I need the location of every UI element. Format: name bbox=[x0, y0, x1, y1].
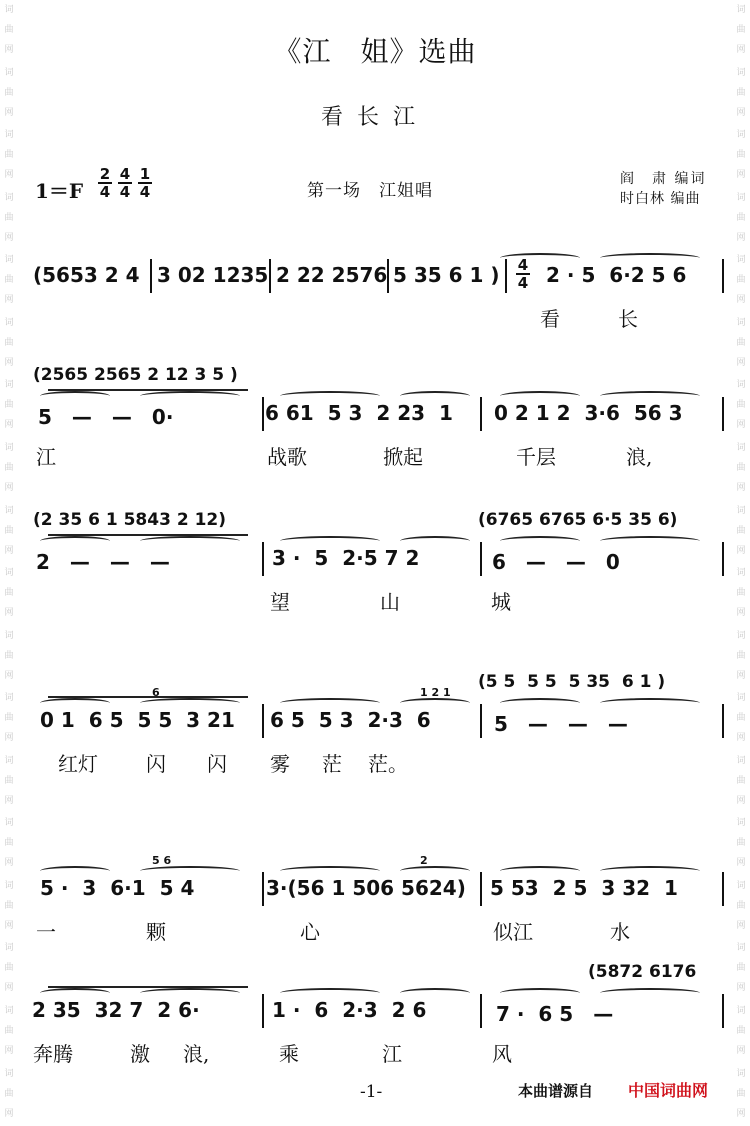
slur bbox=[600, 536, 700, 546]
watermark-glyph: 曲 bbox=[4, 25, 14, 35]
composer-credit: 时白林 编曲 bbox=[620, 191, 701, 207]
slur bbox=[600, 866, 700, 876]
grace-note: 5 6 bbox=[152, 854, 172, 867]
watermark-glyph: 词 bbox=[4, 880, 14, 891]
slur bbox=[40, 391, 110, 401]
slur bbox=[140, 391, 240, 401]
lyric-syllable: 江 bbox=[36, 445, 56, 469]
grace-note: 1 2 1 bbox=[420, 686, 451, 699]
watermark-glyph: 曲 bbox=[736, 525, 746, 536]
meter-bottom: 4 bbox=[99, 183, 111, 201]
watermark-glyph: 网 bbox=[4, 545, 14, 556]
watermark-glyph: 词 bbox=[4, 67, 14, 78]
lyric-syllable: 山 bbox=[380, 590, 400, 614]
slur bbox=[280, 391, 380, 401]
watermark-glyph: 网 bbox=[4, 858, 14, 869]
slur bbox=[40, 866, 110, 876]
watermark-glyph: 曲 bbox=[4, 525, 14, 536]
bar-line bbox=[480, 704, 482, 738]
watermark-glyph: 曲 bbox=[736, 588, 746, 599]
slur bbox=[400, 536, 470, 546]
watermark-glyph: 曲 bbox=[736, 838, 746, 849]
slur bbox=[40, 988, 110, 998]
watermark-right bbox=[732, 0, 750, 1126]
watermark-glyph: 网 bbox=[736, 733, 746, 744]
lyric-syllable: 似江 bbox=[493, 920, 533, 944]
slur bbox=[280, 536, 380, 546]
slur bbox=[400, 698, 470, 708]
lyric-syllable: 战歌 bbox=[267, 445, 307, 469]
watermark-glyph: 网 bbox=[4, 670, 14, 681]
watermark-glyph: 词 bbox=[736, 505, 746, 516]
watermark-glyph: 曲 bbox=[4, 1026, 14, 1036]
slur bbox=[600, 391, 700, 401]
song-title: 看长江 bbox=[320, 105, 429, 130]
lyric-syllable: 掀起 bbox=[383, 445, 423, 469]
beam bbox=[48, 389, 248, 391]
melody-measure: 7 · 6 5 — bbox=[496, 1002, 614, 1026]
melody-measure: 2 · 5 6·2 5 6 bbox=[546, 263, 687, 287]
melody-measure: 5 53 2 5 3 32 1 bbox=[490, 876, 678, 900]
prelude-notes: (5872 6176 bbox=[588, 962, 697, 982]
slur bbox=[140, 866, 240, 876]
watermark-glyph: 曲 bbox=[4, 838, 14, 849]
bar-line bbox=[722, 397, 724, 431]
watermark-glyph: 词 bbox=[4, 818, 14, 829]
melody-measure: 2 — — — bbox=[36, 550, 170, 574]
watermark-glyph: 曲 bbox=[736, 1026, 746, 1036]
watermark-glyph: 曲 bbox=[4, 713, 14, 724]
beam bbox=[48, 534, 248, 536]
bar-line bbox=[480, 994, 482, 1028]
watermark-glyph: 曲 bbox=[4, 900, 14, 911]
watermark-glyph: 网 bbox=[736, 983, 746, 994]
lyric-syllable: 江 bbox=[382, 1042, 402, 1066]
bar-line bbox=[722, 704, 724, 738]
lyric-syllable: 浪, bbox=[183, 1042, 210, 1066]
watermark-glyph: 网 bbox=[4, 482, 14, 493]
watermark-glyph: 词 bbox=[4, 505, 14, 516]
watermark-glyph: 词 bbox=[4, 442, 14, 453]
watermark-glyph: 曲 bbox=[4, 212, 14, 223]
bar-line bbox=[722, 994, 724, 1028]
lyric-syllable: 颗 bbox=[146, 920, 166, 944]
watermark-glyph: 网 bbox=[4, 733, 14, 744]
watermark-glyph: 曲 bbox=[4, 462, 14, 473]
watermark-glyph: 网 bbox=[736, 107, 746, 118]
lyric-syllable: 心 bbox=[300, 920, 320, 944]
meter-top: 4 bbox=[119, 165, 131, 183]
page-number: -1- bbox=[360, 1082, 383, 1102]
watermark-glyph: 曲 bbox=[4, 963, 14, 974]
lyric-syllable: 望 bbox=[270, 590, 290, 614]
watermark-glyph: 词 bbox=[4, 1006, 14, 1016]
melody-measure: 0 1 6 5 5 5 3 21 bbox=[40, 708, 235, 732]
melody-measure: 3·(56 1 506 5624) bbox=[266, 876, 466, 900]
bar-line bbox=[480, 542, 482, 576]
melody-measure: 1 · 6 2·3 2 6 bbox=[272, 998, 427, 1022]
slur bbox=[140, 988, 240, 998]
watermark-glyph: 词 bbox=[736, 442, 746, 453]
melody-measure: 6 5 5 3 2·3 6 bbox=[270, 708, 431, 732]
grace-note: 2 bbox=[420, 854, 428, 867]
watermark-glyph: 曲 bbox=[736, 462, 746, 473]
watermark-glyph: 词 bbox=[4, 192, 14, 203]
scene-label: 第一场 江姐唱 bbox=[307, 181, 433, 201]
watermark-glyph: 词 bbox=[4, 755, 14, 766]
watermark-glyph: 曲 bbox=[736, 87, 746, 98]
watermark-glyph: 词 bbox=[4, 380, 14, 391]
watermark-glyph: 曲 bbox=[736, 775, 746, 786]
source-label: 本曲谱源自 bbox=[518, 1082, 594, 1100]
watermark-glyph: 词 bbox=[736, 317, 746, 328]
lyric-syllable: 红灯 bbox=[58, 752, 98, 776]
lyric-syllable: 激 bbox=[130, 1042, 150, 1066]
watermark-glyph: 网 bbox=[4, 920, 14, 931]
watermark-glyph: 曲 bbox=[4, 87, 14, 98]
watermark-glyph: 曲 bbox=[736, 713, 746, 724]
lyric-syllable: 水 bbox=[610, 920, 630, 944]
melody-measure: 3 02 1235 bbox=[157, 263, 269, 287]
bar-line bbox=[269, 259, 271, 293]
watermark-glyph: 词 bbox=[736, 192, 746, 203]
watermark-glyph: 词 bbox=[4, 5, 14, 15]
watermark-glyph: 网 bbox=[4, 1046, 14, 1056]
prelude-notes: (2 35 6 1 5843 2 12) bbox=[33, 510, 226, 530]
watermark-glyph: 网 bbox=[736, 232, 746, 243]
beam bbox=[48, 986, 248, 988]
lyric-syllable: 看 bbox=[540, 307, 560, 331]
watermark-glyph: 网 bbox=[736, 858, 746, 869]
slur bbox=[140, 698, 240, 708]
lyric-syllable: 闪 bbox=[146, 752, 166, 776]
watermark-glyph: 曲 bbox=[736, 900, 746, 911]
meter-top: 2 bbox=[99, 165, 111, 183]
watermark-glyph: 曲 bbox=[4, 1088, 14, 1099]
watermark-glyph: 网 bbox=[736, 795, 746, 806]
slur bbox=[400, 988, 470, 998]
slur bbox=[280, 988, 380, 998]
lyric-syllable: 风 bbox=[492, 1042, 512, 1066]
watermark-glyph: 网 bbox=[4, 107, 14, 118]
slur bbox=[280, 698, 380, 708]
bar-line bbox=[262, 704, 264, 738]
watermark-glyph: 词 bbox=[4, 317, 14, 328]
meter-bottom: 4 bbox=[517, 274, 529, 292]
watermark-glyph: 网 bbox=[736, 920, 746, 931]
watermark-glyph: 词 bbox=[736, 818, 746, 829]
lyric-syllable: 闪 bbox=[207, 752, 227, 776]
watermark-glyph: 网 bbox=[736, 608, 746, 619]
bar-line bbox=[150, 259, 152, 293]
watermark-glyph: 网 bbox=[4, 295, 14, 306]
lyric-syllable: 长 bbox=[618, 307, 638, 331]
watermark-glyph: 词 bbox=[4, 255, 14, 266]
watermark-glyph: 曲 bbox=[736, 400, 746, 411]
watermark-glyph: 曲 bbox=[4, 337, 14, 348]
bar-line bbox=[262, 542, 264, 576]
slur bbox=[40, 536, 110, 546]
prelude-notes: (5 5 5 5 5 35 6 1 ) bbox=[478, 672, 666, 692]
slur bbox=[600, 988, 700, 998]
slur bbox=[500, 988, 580, 998]
watermark-glyph: 网 bbox=[736, 482, 746, 493]
meter-top: 4 bbox=[517, 256, 529, 274]
watermark-glyph: 曲 bbox=[736, 337, 746, 348]
watermark-glyph: 词 bbox=[736, 1006, 746, 1016]
lyricist-credit: 阎 肃 编词 bbox=[620, 171, 707, 187]
watermark-glyph: 词 bbox=[4, 693, 14, 704]
watermark-glyph: 网 bbox=[736, 1108, 746, 1119]
time-signatures bbox=[98, 166, 152, 200]
bar-line bbox=[480, 872, 482, 906]
slur bbox=[280, 866, 380, 876]
bar-line bbox=[722, 872, 724, 906]
watermark-glyph: 曲 bbox=[736, 963, 746, 974]
watermark-glyph: 词 bbox=[4, 1068, 14, 1079]
bar-line bbox=[387, 259, 389, 293]
watermark-glyph: 曲 bbox=[736, 650, 746, 661]
bar-line bbox=[722, 542, 724, 576]
watermark-glyph: 曲 bbox=[4, 650, 14, 661]
grace-note: 6 bbox=[152, 686, 160, 699]
watermark-glyph: 网 bbox=[736, 45, 746, 55]
watermark-glyph: 曲 bbox=[4, 588, 14, 599]
bar-line bbox=[722, 259, 724, 293]
watermark-glyph: 网 bbox=[4, 1108, 14, 1119]
slur bbox=[400, 391, 470, 401]
bar-line bbox=[262, 872, 264, 906]
watermark-glyph: 曲 bbox=[4, 150, 14, 161]
meter-bottom: 4 bbox=[119, 183, 131, 201]
lyric-syllable: 浪, bbox=[626, 445, 653, 469]
slur bbox=[500, 866, 580, 876]
site-name: 中国词曲网 bbox=[628, 1081, 709, 1100]
prelude-notes: (6765 6765 6·5 35 6) bbox=[478, 510, 678, 530]
watermark-glyph: 曲 bbox=[4, 400, 14, 411]
watermark-glyph: 网 bbox=[4, 983, 14, 994]
lyric-syllable: 乘 bbox=[279, 1042, 299, 1066]
slur bbox=[600, 253, 700, 263]
watermark-glyph: 网 bbox=[4, 608, 14, 619]
melody-measure: 5 35 6 1 ) bbox=[393, 263, 500, 287]
bar-line bbox=[480, 397, 482, 431]
watermark-glyph: 曲 bbox=[736, 212, 746, 223]
melody-measure: 3 · 5 2·5 7 2 bbox=[272, 546, 420, 570]
watermark-glyph: 词 bbox=[736, 880, 746, 891]
melody-measure: 6 — — 0 bbox=[492, 550, 620, 574]
watermark-glyph: 词 bbox=[736, 130, 746, 141]
watermark-glyph: 网 bbox=[736, 357, 746, 368]
melody-measure: 5 · 3 6·1 5 4 bbox=[40, 876, 195, 900]
time-signature bbox=[118, 166, 132, 200]
watermark-glyph: 网 bbox=[4, 170, 14, 181]
watermark-glyph: 词 bbox=[736, 568, 746, 579]
watermark-glyph: 词 bbox=[736, 630, 746, 641]
melody-measure: 6 61 5 3 2 23 1 bbox=[265, 401, 453, 425]
bar-line bbox=[262, 994, 264, 1028]
meter-top: 1 bbox=[139, 165, 151, 183]
melody-measure: 0 2 1 2 3·6 56 3 bbox=[494, 401, 683, 425]
slur bbox=[400, 866, 470, 876]
slur bbox=[40, 698, 110, 708]
watermark-glyph: 网 bbox=[736, 1046, 746, 1056]
melody-measure: 5 — — 0· bbox=[38, 405, 174, 429]
watermark-glyph: 曲 bbox=[736, 150, 746, 161]
lyric-syllable: 雾 bbox=[270, 752, 290, 776]
watermark-left bbox=[0, 0, 18, 1126]
melody-measure: 2 22 2576 bbox=[276, 263, 388, 287]
meter-bottom: 4 bbox=[139, 183, 151, 201]
watermark-glyph: 网 bbox=[4, 357, 14, 368]
time-signature bbox=[98, 166, 112, 200]
watermark-glyph: 词 bbox=[736, 67, 746, 78]
slur bbox=[500, 698, 580, 708]
watermark-glyph: 网 bbox=[4, 795, 14, 806]
watermark-glyph: 词 bbox=[736, 755, 746, 766]
time-signature bbox=[138, 166, 152, 200]
watermark-glyph: 曲 bbox=[736, 275, 746, 286]
slur bbox=[500, 536, 580, 546]
lyric-syllable: 一 bbox=[36, 920, 56, 944]
slur bbox=[500, 253, 580, 263]
key-signature: 1＝F bbox=[35, 179, 84, 203]
watermark-glyph: 网 bbox=[4, 420, 14, 431]
watermark-glyph: 曲 bbox=[4, 775, 14, 786]
lyric-syllable: 城 bbox=[491, 590, 511, 614]
watermark-glyph: 曲 bbox=[4, 275, 14, 286]
watermark-glyph: 词 bbox=[736, 255, 746, 266]
watermark-glyph: 网 bbox=[736, 545, 746, 556]
melody-measure: 5 — — — bbox=[494, 712, 628, 736]
watermark-glyph: 网 bbox=[4, 45, 14, 55]
bar-line bbox=[505, 259, 507, 293]
watermark-glyph: 词 bbox=[4, 630, 14, 641]
watermark-glyph: 网 bbox=[4, 232, 14, 243]
watermark-glyph: 词 bbox=[736, 380, 746, 391]
lyric-syllable: 奔腾 bbox=[33, 1042, 73, 1066]
watermark-glyph: 曲 bbox=[736, 1088, 746, 1099]
lyric-syllable: 茫 bbox=[322, 752, 342, 776]
watermark-glyph: 词 bbox=[4, 943, 14, 954]
melody-measure: (5653 2 4 bbox=[33, 263, 140, 287]
prelude-notes: (2565 2565 2 12 3 5 ) bbox=[33, 365, 238, 385]
bar-line bbox=[262, 397, 264, 431]
beam bbox=[48, 696, 248, 698]
page-title: 《江 姐》选曲 bbox=[273, 35, 477, 68]
watermark-glyph: 词 bbox=[4, 568, 14, 579]
watermark-glyph: 曲 bbox=[736, 25, 746, 35]
slur bbox=[600, 698, 700, 708]
watermark-glyph: 网 bbox=[736, 420, 746, 431]
lyric-syllable: 茫。 bbox=[368, 752, 408, 776]
watermark-glyph: 网 bbox=[736, 670, 746, 681]
watermark-glyph: 词 bbox=[736, 943, 746, 954]
watermark-glyph: 词 bbox=[736, 5, 746, 15]
watermark-glyph: 词 bbox=[4, 130, 14, 141]
lyric-syllable: 千层 bbox=[516, 445, 556, 469]
watermark-glyph: 词 bbox=[736, 1068, 746, 1079]
slur bbox=[140, 536, 240, 546]
watermark-glyph: 词 bbox=[736, 693, 746, 704]
watermark-glyph: 网 bbox=[736, 295, 746, 306]
watermark-glyph: 网 bbox=[736, 170, 746, 181]
slur bbox=[500, 391, 580, 401]
melody-measure: 2 35 32 7 2 6· bbox=[32, 998, 200, 1022]
